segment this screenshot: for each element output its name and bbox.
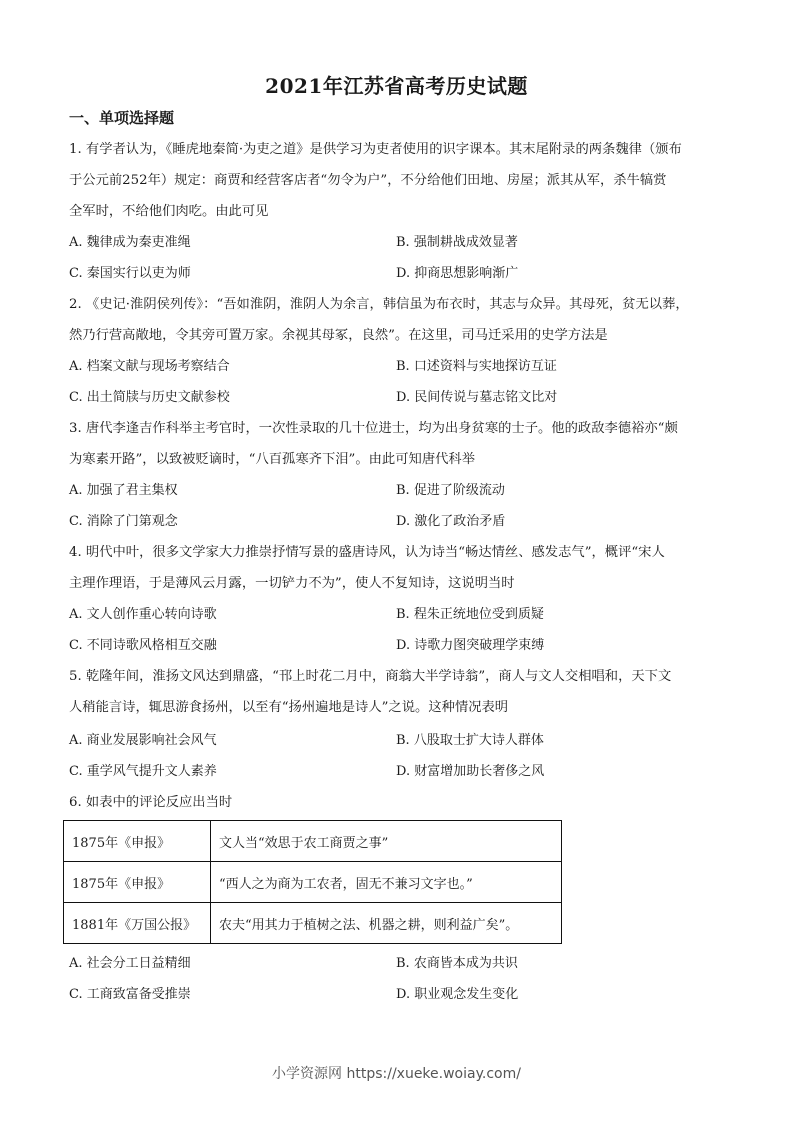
table-cell-source: 1881年《万国公报》 xyxy=(64,903,211,944)
question-2-line-1: 2. 《史记·淮阴侯列传》：“吾如淮阴，淮阴人为余言，韩信虽为布衣时，其志与众异。其母死，贫无以葬， xyxy=(69,297,689,312)
question-4-option-b: B. 程朱正统地位受到质疑 xyxy=(396,607,544,622)
table-cell-quote: 农夫“用其力于植树之法、机器之耕，则利益广矣”。 xyxy=(211,903,562,944)
footer-watermark: 小学资源网 https://xueke.woiay.com/ xyxy=(272,1066,521,1082)
question-6-line-1: 6. 如表中的评论反应出当时 xyxy=(69,795,233,810)
question-3-line-1: 3. 唐代李逢吉作科举主考官时，一次性录取的几十位进士，均为出身贫寒的士子。他的政敌李德裕亦“颇 xyxy=(69,421,678,436)
page-title: 2021年江苏省高考历史试题 xyxy=(265,74,528,98)
table-row xyxy=(64,862,562,903)
question-1-option-c: C. 秦国实行以吏为师 xyxy=(69,266,191,281)
question-4-line-2: 主理作理语，于是薄风云月露，一切铲力不为”，使人不复知诗，这说明当时 xyxy=(69,576,515,591)
question-1-line-2: 于公元前252年）规定：商贾和经营客店者“勿令为户”，不分给他们田地、房屋；派其从军，杀牛犒赏 xyxy=(69,173,667,188)
section-heading: 一、单项选择题 xyxy=(69,109,175,127)
question-5-line-2: 人稍能言诗，辄思游食扬州，以至有“扬州遍地是诗人”之说。这种情况表明 xyxy=(69,700,509,715)
question-1-line-1: 1. 有学者认为，《睡虎地秦简·为吏之道》是供学习为吏者使用的识字课本。其末尾附录的两条魏律（颁布 xyxy=(69,142,682,157)
table-cell-quote: “西人之为商为工农者，固无不兼习文字也。” xyxy=(211,862,562,903)
question-5-option-c: C. 重学风气提升文人素养 xyxy=(69,764,217,779)
question-1-option-d: D. 抑商思想影响渐广 xyxy=(396,266,519,281)
question-5-option-a: A. 商业发展影响社会风气 xyxy=(69,733,217,748)
table-cell-source: 1875年《申报》 xyxy=(64,821,211,862)
question-6-option-c: C. 工商致富备受推崇 xyxy=(69,987,191,1002)
question-6-option-b: B. 农商皆本成为共识 xyxy=(396,956,518,971)
table-row xyxy=(64,821,562,862)
question-6-table xyxy=(63,820,562,944)
question-3-option-a: A. 加强了君主集权 xyxy=(69,483,178,498)
question-4-option-a: A. 文人创作重心转向诗歌 xyxy=(69,607,217,622)
question-2-option-b: B. 口述资料与实地探访互证 xyxy=(396,359,557,374)
table-cell-quote: 文人当“效思于农工商贾之事” xyxy=(211,821,562,862)
question-4-option-d: D. 诗歌力图突破理学束缚 xyxy=(396,638,545,653)
question-5-option-d: D. 财富增加助长奢侈之风 xyxy=(396,764,545,779)
question-4-line-1: 4. 明代中叶，很多文学家大力推崇抒情写景的盛唐诗风，认为诗当“畅达情丝、感发志气”，概评“宋人 xyxy=(69,545,665,560)
question-1-line-3: 全军时，不给他们肉吃。由此可见 xyxy=(69,204,269,219)
question-5-option-b: B. 八股取士扩大诗人群体 xyxy=(396,733,544,748)
table-cell-source: 1875年《申报》 xyxy=(64,862,211,903)
question-5-line-1: 5. 乾隆年间，淮扬文风达到鼎盛，“邗上时花二月中，商翁大半学诗翁”，商人与文人交相唱和，天下文 xyxy=(69,669,672,684)
question-2-option-d: D. 民间传说与墓志铭文比对 xyxy=(396,390,558,405)
question-4-option-c: C. 不同诗歌风格相互交融 xyxy=(69,638,217,653)
question-3-line-2: 为寒素开路”，以致被贬谪时，“八百孤寒齐下泪”。由此可知唐代科举 xyxy=(69,452,476,467)
question-3-option-c: C. 消除了门第观念 xyxy=(69,514,178,529)
question-1-option-b: B. 强制耕战成效显著 xyxy=(396,235,518,250)
table-row xyxy=(64,903,562,944)
question-3-option-b: B. 促进了阶级流动 xyxy=(396,483,505,498)
question-3-option-d: D. 激化了政治矛盾 xyxy=(396,514,506,529)
question-1-option-a: A. 魏律成为秦吏准绳 xyxy=(69,235,191,250)
question-6-option-d: D. 职业观念发生变化 xyxy=(396,987,519,1002)
question-2-option-c: C. 出土简牍与历史文献参校 xyxy=(69,390,230,405)
question-2-option-a: A. 档案文献与现场考察结合 xyxy=(69,359,230,374)
question-6-option-a: A. 社会分工日益精细 xyxy=(69,956,191,971)
question-2-line-2: 然乃行营高敞地，令其旁可置万家。余视其母冢，良然”。在这里，司马迁采用的史学方法是 xyxy=(69,328,608,343)
